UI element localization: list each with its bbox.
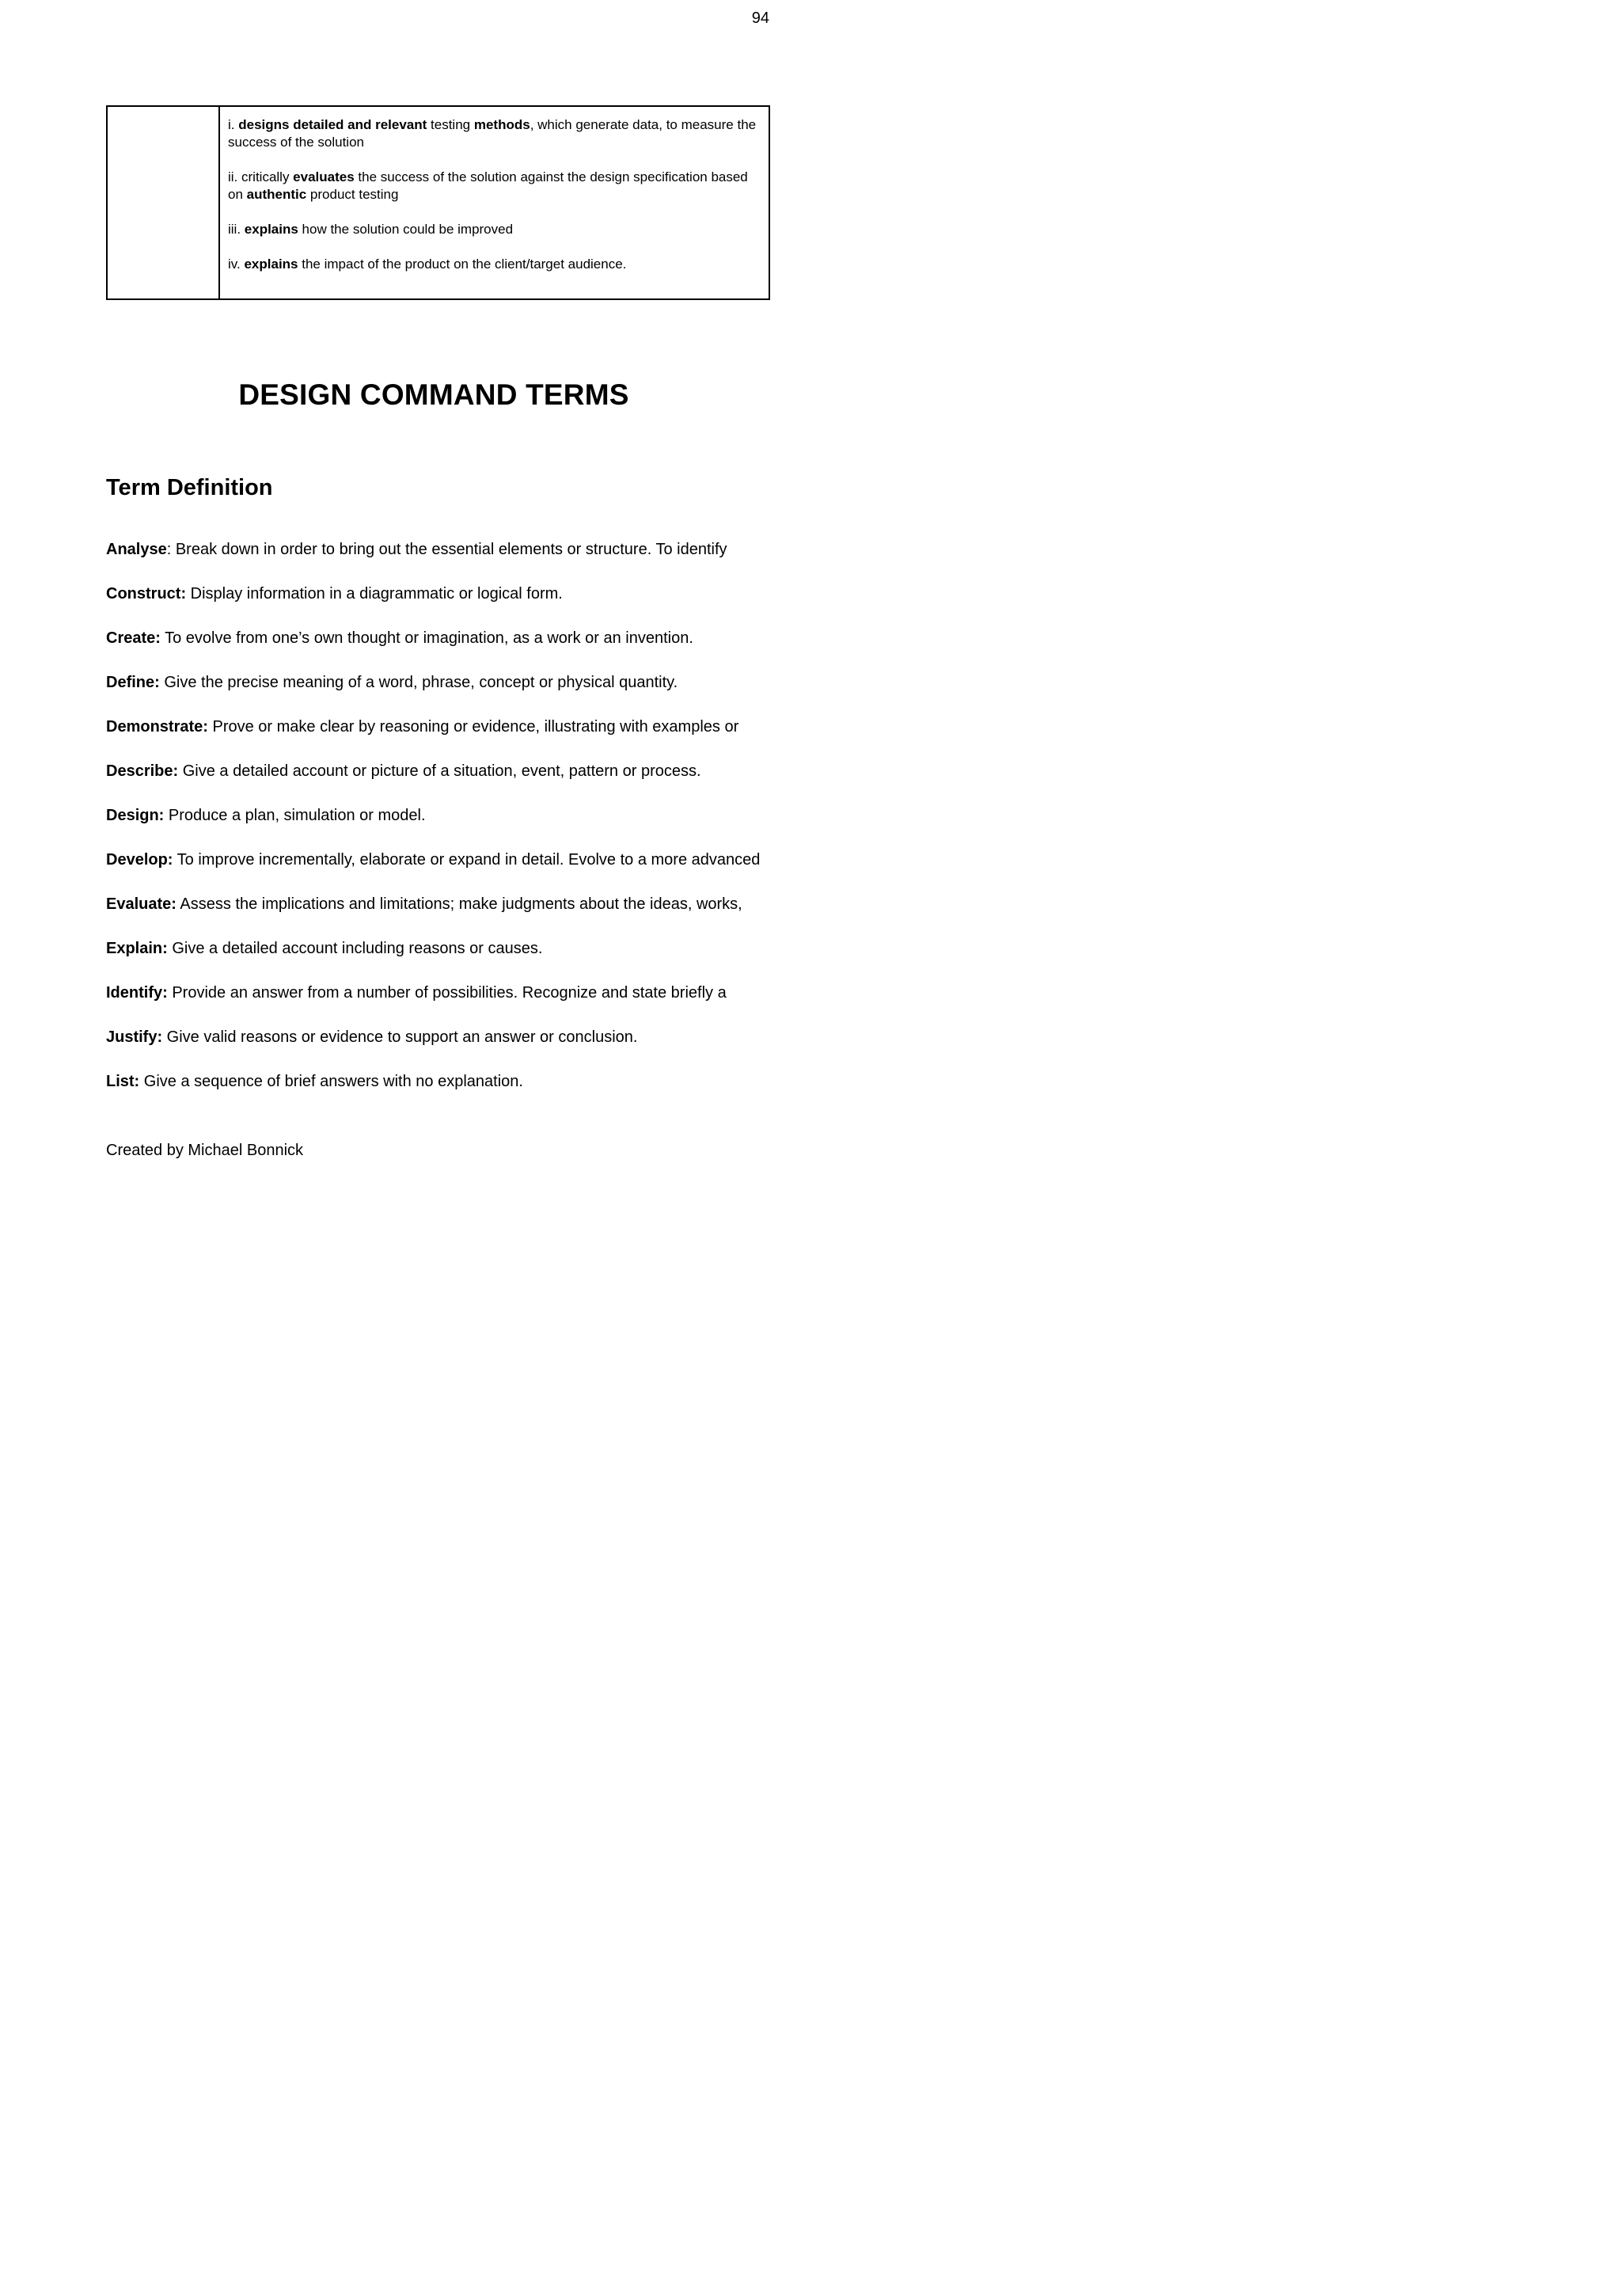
- term-name: Construct:: [106, 585, 187, 603]
- criteria-text: testing: [427, 117, 474, 132]
- criteria-keyword: designs detailed and relevant: [238, 117, 427, 132]
- term-definition: To improve incrementally, elaborate or expand in detail. Evolve to a more advanced: [173, 851, 761, 869]
- term-definition: Provide an answer from a number of possibilities. Recognize and state briefly a: [167, 984, 727, 1002]
- command-term: [106, 982, 768, 1004]
- term-name: Develop:: [106, 851, 173, 869]
- term-definition: Prove or make clear by reasoning or evidence, illustrating with examples or: [207, 718, 739, 736]
- command-term: [106, 627, 768, 649]
- command-term: [106, 804, 768, 827]
- criteria-text: i.: [228, 117, 239, 132]
- criteria-table: [106, 105, 770, 300]
- command-term: [106, 583, 768, 605]
- term-name: Describe:: [106, 762, 179, 780]
- term-definition: Give the precise meaning of a word, phrase, concept or physical quantity.: [159, 674, 678, 691]
- term-definition: To evolve from one’s own thought or imagination, as a work or an invention.: [160, 629, 693, 647]
- term-definition: : Break down in order to bring out the essential elements or structure. To identify: [166, 541, 727, 558]
- term-name: Identify:: [106, 984, 168, 1002]
- command-terms-list: [106, 538, 768, 1115]
- term-definition: Give a detailed account or picture of a situation, event, pattern or process.: [178, 762, 701, 780]
- criteria-keyword: evaluates: [293, 169, 355, 184]
- term-definition: Produce a plan, simulation or model.: [164, 807, 426, 824]
- criteria-text: how the solution could be improved: [298, 222, 514, 237]
- term-name: Demonstrate:: [106, 718, 208, 736]
- term-definition: Give valid reasons or evidence to support an answer or conclusion.: [162, 1028, 638, 1046]
- term-definition: Give a sequence of brief answers with no explanation.: [139, 1073, 523, 1090]
- term-definition: Display information in a diagrammatic or logical form.: [186, 585, 563, 603]
- term-name: Analyse: [106, 541, 167, 558]
- page-number: 94: [751, 10, 769, 27]
- criteria-text: iii.: [228, 222, 245, 237]
- criteria-text: product testing: [306, 187, 399, 202]
- document-title: DESIGN COMMAND TERMS: [238, 378, 629, 411]
- term-name: Design:: [106, 807, 165, 824]
- section-heading: Term Definition: [106, 475, 273, 500]
- criteria-text: the impact of the product on the client/target audience.: [298, 257, 627, 272]
- author-credit: Created by Michael Bonnick: [106, 1142, 304, 1159]
- criteria-empty-cell: [108, 107, 220, 298]
- command-term: [106, 849, 768, 871]
- criteria-keyword: authentic: [246, 187, 307, 202]
- term-name: Explain:: [106, 940, 168, 957]
- term-name: Define:: [106, 674, 160, 691]
- command-term: [106, 893, 768, 915]
- criteria-text: iv.: [228, 257, 245, 272]
- term-name: Justify:: [106, 1028, 163, 1046]
- command-term: [106, 1070, 768, 1093]
- term-definition: Assess the implications and limitations; make judgments about the ideas, works,: [176, 895, 742, 913]
- term-definition: Give a detailed account including reasons or causes.: [167, 940, 543, 957]
- term-name: List:: [106, 1073, 140, 1090]
- criteria-text: ii. critically: [228, 169, 294, 184]
- criteria-item: [228, 116, 757, 151]
- command-term: [106, 716, 768, 738]
- criteria-text: , which generate data, to measure the success of the solution: [228, 117, 757, 150]
- command-term: [106, 671, 768, 694]
- term-name: Create:: [106, 629, 161, 647]
- command-term: [106, 760, 768, 782]
- criteria-item: [228, 169, 757, 203]
- command-term: [106, 937, 768, 960]
- criteria-keyword: methods: [473, 117, 530, 132]
- command-term: [106, 1026, 768, 1048]
- term-name: Evaluate:: [106, 895, 177, 913]
- criteria-descriptor-cell: [220, 107, 769, 298]
- criteria-item: [228, 256, 757, 273]
- criteria-keyword: explains: [244, 222, 298, 237]
- criteria-item: [228, 221, 757, 238]
- command-term: [106, 538, 768, 561]
- criteria-keyword: explains: [244, 257, 298, 272]
- criteria-text: the success of the solution against the design specification based on: [228, 169, 748, 202]
